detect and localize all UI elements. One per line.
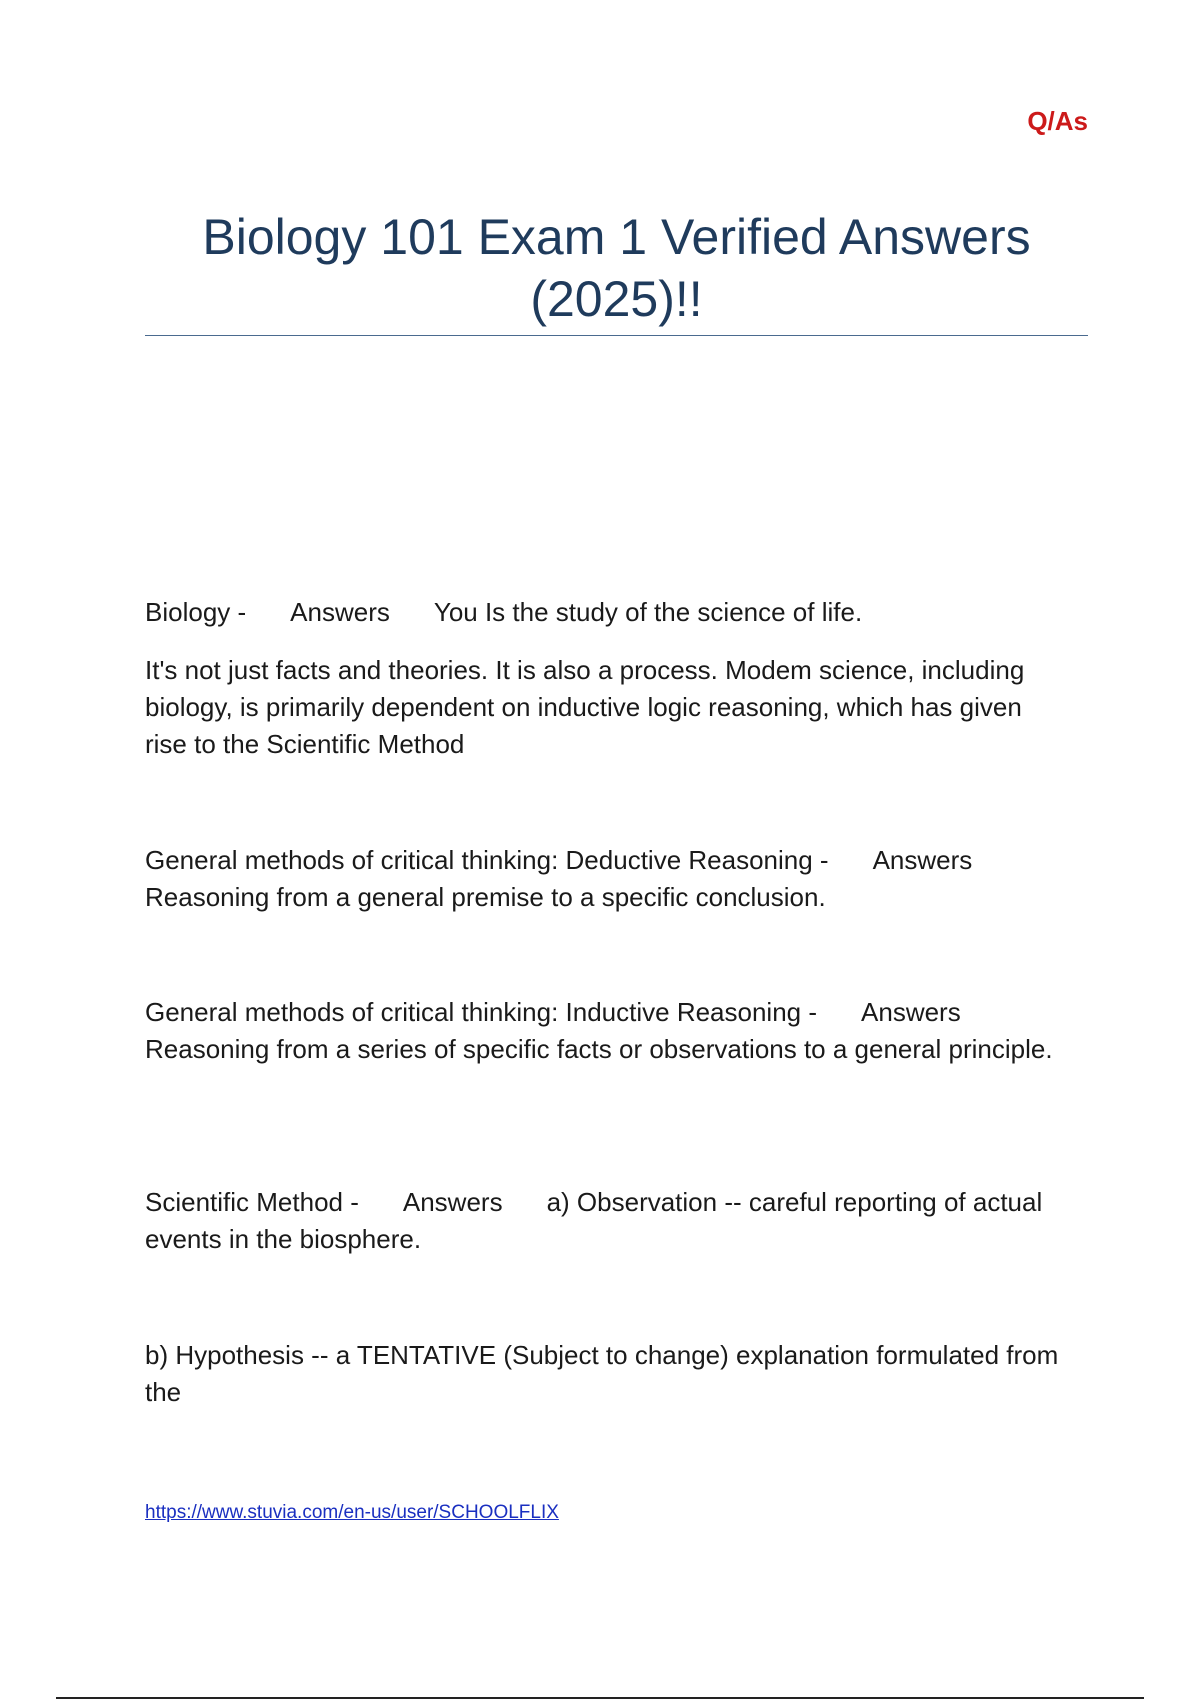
qa-continuation: It's not just facts and theories. It is also a process. Modem science, including biology, is primarily dependent on inductive logic reasoning, which has given rise to the Scientific Method	[145, 655, 1025, 759]
qa-term: Scientific Method -	[145, 1187, 359, 1217]
qa-term: General methods of critical thinking: Deductive Reasoning -	[145, 845, 829, 875]
qa-block-scientific-method	[145, 1184, 1065, 1258]
qa-block-deductive	[145, 842, 1090, 916]
qa-tag: Q/As	[1027, 106, 1088, 136]
qa-block-inductive	[145, 994, 1090, 1068]
qa-answer: Reasoning from a general premise to a specific conclusion.	[145, 882, 826, 912]
qa-answer: a) Observation -- careful reporting of actual events in the biosphere.	[145, 1187, 1043, 1254]
qa-answer: Reasoning from a series of specific facts or observations to a general principle.	[145, 1034, 1053, 1064]
qa-term: General methods of critical thinking: Inductive Reasoning -	[145, 997, 818, 1027]
qa-term: Biology -	[145, 597, 247, 627]
answers-label: Answers	[290, 597, 390, 627]
answers-label: Answers	[872, 845, 973, 875]
footer-divider	[56, 1697, 1144, 1699]
answers-label: Answers	[861, 997, 961, 1027]
qa-answer: You Is the study of the science of life.	[433, 597, 863, 627]
qa-block-biology	[145, 594, 1090, 631]
qa-continuation-hypothesis: b) Hypothesis -- a TENTATIVE (Subject to change) explanation formulated from the	[145, 1340, 1059, 1407]
document-title: Biology 101 Exam 1 Verified Answers (2025)!!	[202, 209, 1031, 327]
title-divider	[145, 335, 1088, 336]
source-link[interactable]: https://www.stuvia.com/en-us/user/SCHOOLFLIX	[145, 1502, 559, 1523]
answers-label: Answers	[402, 1187, 503, 1217]
